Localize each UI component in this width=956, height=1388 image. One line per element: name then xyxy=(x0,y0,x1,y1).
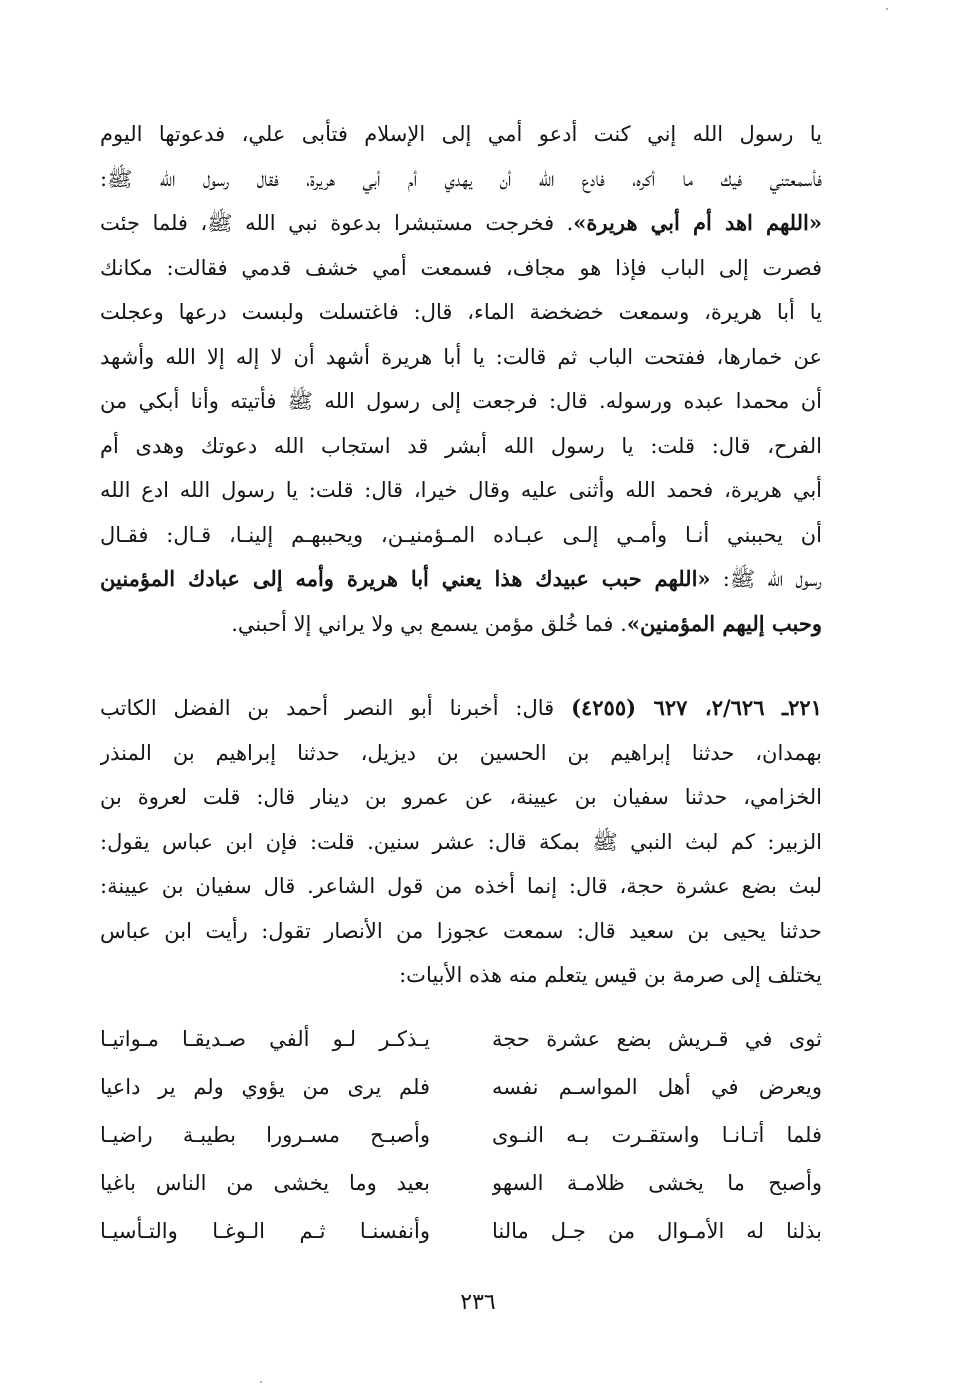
text-line xyxy=(100,775,822,820)
poem-verse xyxy=(100,1207,822,1255)
hemistich-left: وأنفسنـا ثـم الـوغـا والتـأسيـا xyxy=(100,1219,430,1243)
text-line xyxy=(100,468,822,513)
poem-verses xyxy=(100,1015,822,1255)
text-line xyxy=(100,513,822,558)
text-line xyxy=(100,157,822,202)
line-text: أن محمدا عبده ورسوله. قال: فرجعت إلى رسول الله ﷺ فأتيته وأنا أبكي من xyxy=(100,389,822,413)
hemistich-left: وأصبـح مسـرورا بطيبـة راضيـا xyxy=(100,1123,430,1147)
text-line xyxy=(100,290,822,335)
page-number: ٢٣٦ xyxy=(460,1290,496,1315)
hemistich-left: يـذكـر لـو ألفي صـديقـا مـواتيـا xyxy=(100,1027,430,1051)
line-text: لبث بضع عشرة حجة، قال: إنما أخذه من قول الشاعر. قال سفيان بن عيينة: xyxy=(100,874,822,898)
scan-speck xyxy=(260,1381,262,1383)
hemistich-right: فلما أتـانـا واستقـرت بـه النـوى xyxy=(492,1123,822,1147)
text-line xyxy=(100,909,822,954)
hemistich-right: ثوى في قـريش بضع عشرة حجة xyxy=(492,1027,822,1051)
hemistich-right: بذلنا له الأمـوال من جـل مالنا xyxy=(492,1219,822,1243)
line-text: بهمدان، حدثنا إبراهيم بن الحسين بن ديزيل، حدثنا إبراهيم بن المنذر xyxy=(100,740,822,765)
text-line xyxy=(100,246,822,291)
text-line xyxy=(100,864,822,909)
line-text: يختلف إلى صرمة بن قيس يتعلم منه هذه الأبيات: xyxy=(399,963,822,987)
quoted-text: وحبب إليهم المؤمنين» xyxy=(626,610,822,636)
text-line xyxy=(100,201,822,246)
quoted-text: «اللهم حبب عبيدك هذا يعني أبا هريرة وأمه إلى عبادك المؤمنين xyxy=(100,566,711,591)
text-line xyxy=(100,424,822,469)
text-line xyxy=(100,820,822,865)
hadith-paragraph-2 xyxy=(100,686,822,998)
line-text: . فخرجت مستبشرا بدعوة نبي الله ﷺ، فلما جئت xyxy=(100,211,574,235)
quoted-text: ٢٢١ـ ٢/٦٢٦، ٦٢٧ (٤٢٥٥) xyxy=(571,695,822,720)
line-text: حدثنا يحيى بن سعيد قال: سمعت عجوزا من الأنصار تقول: رأيت ابن عباس xyxy=(100,918,822,943)
hemistich-right: ويعرض في أهل المواسـم نفسه xyxy=(492,1075,822,1099)
line-text: الزبير: كم لبث النبي ﷺ بمكة قال: عشر سنين. قلت: فإن ابن عباس يقول: xyxy=(100,829,822,854)
poem-verse xyxy=(100,1159,822,1207)
text-line xyxy=(100,602,822,647)
poem-verse xyxy=(100,1111,822,1159)
hemistich-right: وأصبح ما يخشى ظلامـة السهو xyxy=(492,1171,822,1195)
poem-verse xyxy=(100,1015,822,1063)
line-text: فأسمعتني فيك ما أكره، فادع الله أن يهدي أم أبي هريرة، فقال رسول الله ﷺ: xyxy=(100,166,822,191)
hadith-paragraph-1 xyxy=(100,112,822,646)
scan-speck xyxy=(886,8,888,10)
line-text: أبي هريرة، فحمد الله وأثنى عليه وقال خيرا، قال: قلت: يا رسول الله ادع الله xyxy=(100,478,822,502)
text-line xyxy=(100,731,822,776)
line-text: فصرت إلى الباب فإذا هو مجاف، فسمعت أمي خشف قدمي فقالت: مكانك xyxy=(100,255,822,280)
line-text: قال: أخبرنا أبو النصر أحمد بن الفضل الكاتب xyxy=(100,696,572,720)
text-line xyxy=(100,335,822,380)
line-text: أن يحببني أنـا وأمـي إلـى عبـاده المـؤمنيـن، ويحببهـم إلينـا، قـال: فقـال xyxy=(100,522,822,547)
line-text: . فما خُلق مؤمن يسمع بي ولا يراني إلا أحبني. xyxy=(231,611,627,636)
line-text: رسول الله ﷺ: xyxy=(710,567,822,591)
hemistich-left: فلم يرى من يؤوي ولم ير داعيا xyxy=(100,1075,430,1099)
text-line xyxy=(100,953,822,998)
line-text: يا أبا هريرة، وسمعت خضخضة الماء، قال: فاغتسلت ولبست درعها وعجلت xyxy=(100,300,822,324)
line-text: عن خمارها، ففتحت الباب ثم قالت: يا أبا هريرة أشهد أن لا إله إلا الله وأشهد xyxy=(100,344,822,369)
text-line xyxy=(100,112,822,157)
quoted-text: «اللهم اهد أم أبي هريرة» xyxy=(573,210,822,235)
poem-verse xyxy=(100,1063,822,1111)
text-line xyxy=(100,379,822,424)
hemistich-left: بعيد وما يخشى من الناس باغيا xyxy=(100,1171,430,1195)
line-text: يا رسول الله إني كنت أدعو أمي إلى الإسلام فتأبى علي، فدعوتها اليوم xyxy=(100,122,822,146)
line-text: الفرح، قال: قلت: يا رسول الله أبشر قد استجاب الله دعوتك وهدى أم xyxy=(100,433,822,458)
text-line xyxy=(100,557,822,602)
line-text: الخزامي، حدثنا سفيان بن عيينة، عن عمرو بن دينار قال: قلت لعروة بن xyxy=(100,785,822,809)
text-line xyxy=(100,686,822,731)
